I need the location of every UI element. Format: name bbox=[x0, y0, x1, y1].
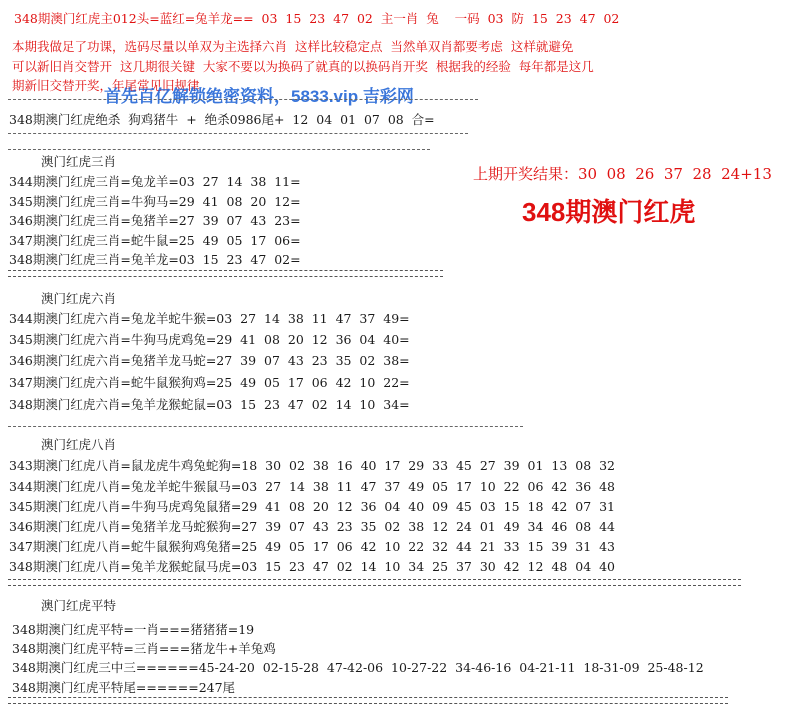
list-item: 345期澳门红虎八肖=牛狗马虎鸡兔鼠猪=29 41 08 20 12 36 04 40 09 45 03 15 18 42 07 31 bbox=[9, 499, 616, 514]
list-item: 347期澳门红虎八肖=蛇牛鼠猴狗鸡兔猪=25 49 05 17 06 42 10 22 32 44 21 33 15 39 31 43 bbox=[9, 539, 616, 554]
section-title-ba: 澳门红虎八肖 bbox=[41, 437, 117, 452]
jueshai-line: 348期澳门红虎绝杀 狗鸡猪牛 + 绝杀0986尾+ 12 04 01 07 08 合= bbox=[9, 112, 435, 127]
list-item: 346期澳门红虎六肖=兔猪羊龙马蛇=27 39 07 43 23 35 02 38= bbox=[9, 353, 410, 368]
double-divider bbox=[8, 270, 443, 277]
double-divider bbox=[8, 697, 728, 704]
list-item: 348期澳门红虎平特尾======247尾 bbox=[12, 680, 236, 695]
list-item: 348期澳门红虎平特=一肖===猪猪猪=19 bbox=[12, 622, 255, 637]
watermark-banner: 首先百亿解锁绝密资料，5833.vip 吉彩网 bbox=[104, 87, 414, 106]
list-item: 347期澳门红虎三肖=蛇牛鼠=25 49 05 17 06= bbox=[9, 233, 301, 248]
previous-result: 上期开奖结果：30 08 26 37 28 24+13 bbox=[473, 165, 772, 183]
double-divider bbox=[8, 579, 741, 586]
divider bbox=[8, 149, 430, 150]
list-item: 348期澳门红虎平特=三肖===猪龙牛+羊兔鸡 bbox=[12, 641, 276, 656]
section-title-pingte: 澳门红虎平特 bbox=[41, 598, 117, 613]
intro-line-2: 可以新旧肖交替开 这几期很关键 大家不要以为换码了就真的以换码肖开奖 根据我的经验 每年都是这几 bbox=[12, 59, 594, 74]
list-item: 345期澳门红虎六肖=牛狗马虎鸡兔=29 41 08 20 12 36 04 40= bbox=[9, 332, 410, 347]
list-item: 344期澳门红虎三肖=兔龙羊=03 27 14 38 11= bbox=[9, 174, 301, 189]
list-item: 343期澳门红虎八肖=鼠龙虎牛鸡兔蛇狗=18 30 02 38 16 40 17 29 33 45 27 39 01 13 08 32 bbox=[9, 458, 616, 473]
big-title: 348期澳门红虎 bbox=[522, 197, 696, 227]
divider bbox=[8, 99, 478, 100]
list-item: 344期澳门红虎六肖=兔龙羊蛇牛猴=03 27 14 38 11 47 37 49= bbox=[9, 311, 410, 326]
list-item: 348期澳门红虎八肖=兔羊龙猴蛇鼠马虎=03 15 23 47 02 14 10 34 25 37 30 42 12 48 04 40 bbox=[9, 559, 616, 574]
list-item: 348期澳门红虎三肖=兔羊龙=03 15 23 47 02= bbox=[9, 252, 301, 267]
divider bbox=[8, 426, 523, 427]
list-item: 346期澳门红虎三肖=兔猪羊=27 39 07 43 23= bbox=[9, 213, 301, 228]
intro-line-3: 期新旧交替开奖，年尾常见旧规律 bbox=[12, 78, 200, 93]
list-item: 345期澳门红虎三肖=牛狗马=29 41 08 20 12= bbox=[9, 194, 301, 209]
list-item: 347期澳门红虎六肖=蛇牛鼠猴狗鸡=25 49 05 17 06 42 10 22= bbox=[9, 375, 410, 390]
divider bbox=[8, 133, 468, 134]
list-item: 344期澳门红虎八肖=兔龙羊蛇牛猴鼠马=03 27 14 38 11 47 37 49 05 17 10 22 06 42 36 48 bbox=[9, 479, 616, 494]
list-item: 346期澳门红虎八肖=兔猪羊龙马蛇猴狗=27 39 07 43 23 35 02 38 12 24 01 49 34 46 08 44 bbox=[9, 519, 616, 534]
list-item: 348期澳门红虎六肖=兔羊龙猴蛇鼠=03 15 23 47 02 14 10 34= bbox=[9, 397, 410, 412]
header-line: 348期澳门红虎主012头=蓝红=兔羊龙== 03 15 23 47 02 主一肖 兔 一码 03 防 15 23 47 02 bbox=[14, 11, 620, 26]
list-item: 348期澳门红虎三中三======45-24-20 02-15-28 47-42-06 10-27-22 34-46-16 04-21-11 18-31-09 25-48-12 bbox=[12, 660, 704, 675]
section-title-liu: 澳门红虎六肖 bbox=[41, 291, 117, 306]
intro-line-1: 本期我做足了功课，选码尽量以单双为主选择六肖 这样比较稳定点 当然单双肖都要考虑 这样就避免 bbox=[12, 39, 574, 54]
section-title-san: 澳门红虎三肖 bbox=[41, 154, 117, 169]
